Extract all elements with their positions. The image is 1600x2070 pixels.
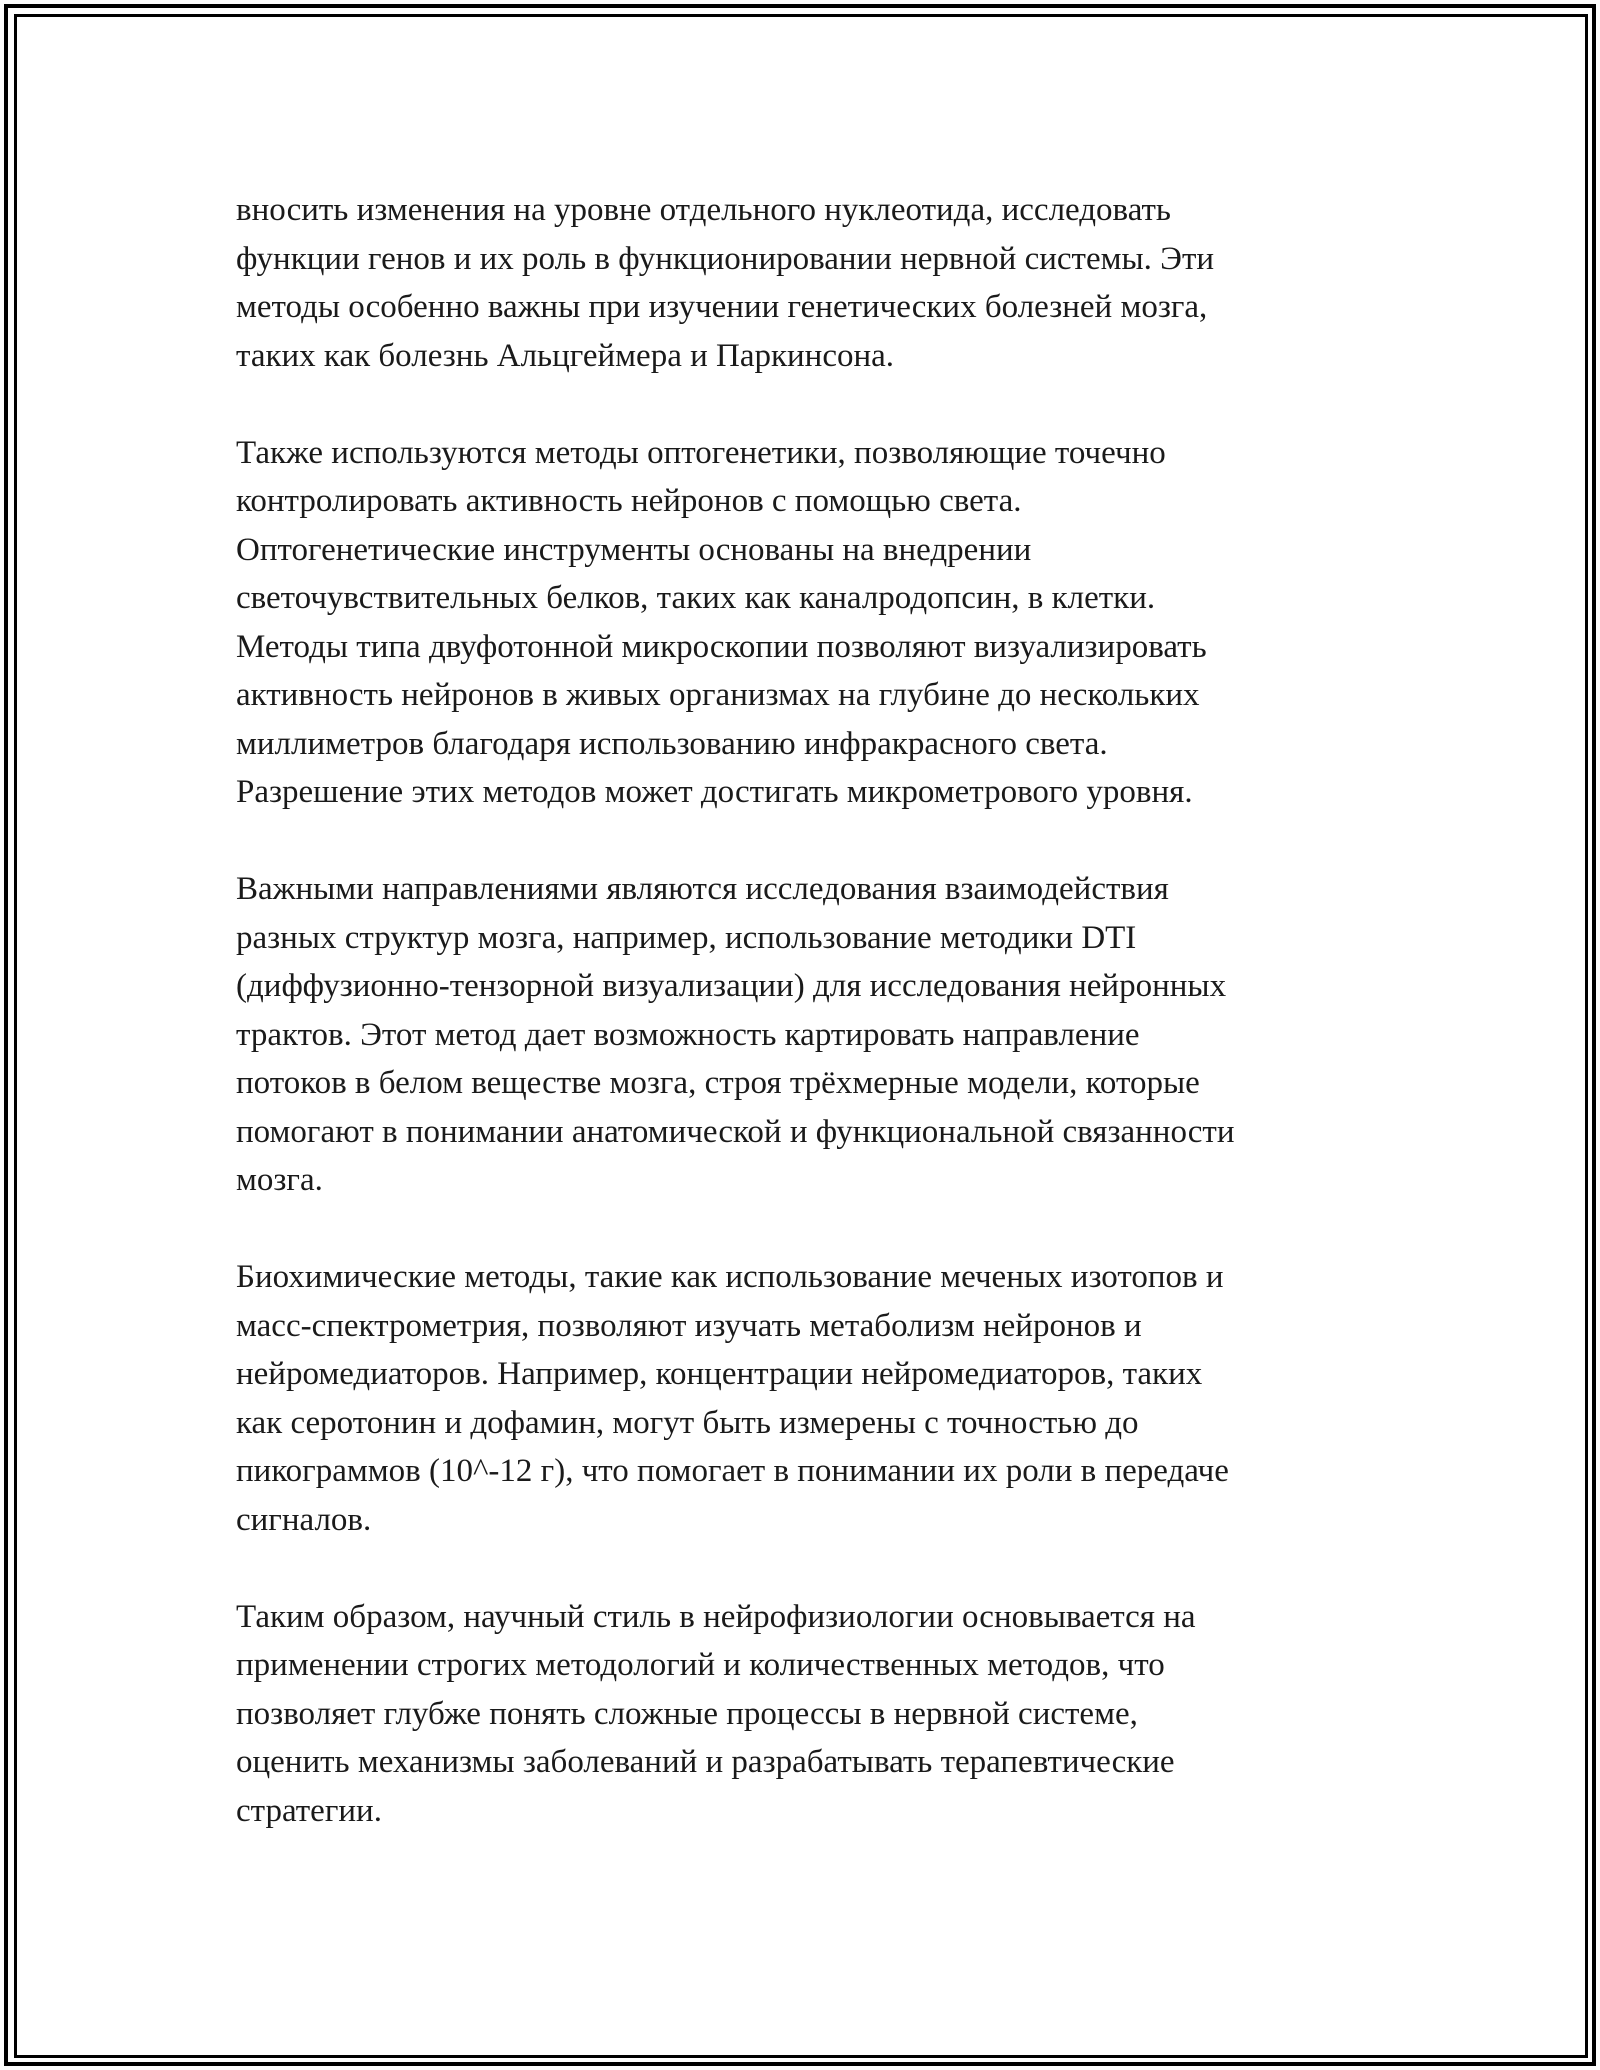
paragraph-dti: Важными направлениями являются исследования взаимодействия разных структур мозга, например, использование методики DTI (диффузионно-тензорной визуализации) для исследования нейронных трактов. Этот метод дает возможность картировать направление потоков в белом веществе мозга, строя трёхмерные модели, которые помогают в понимании анатомической и функциональной связанности мозга. <box>236 871 1235 1198</box>
document-body <box>236 186 1376 1835</box>
paragraph-biochemical-methods: Биохимические методы, такие как использование меченых изотопов и масс-спектрометрия, позволяют изучать метаболизм нейронов и нейромедиаторов. Например, концентрации нейромедиаторов, таких как серотонин и дофамин, могут быть измерены с точностью до пикограммов (10^-12 г), что помогает в понимании их роли в передаче сигналов. <box>236 1259 1229 1538</box>
paragraph-conclusion: Таким образом, научный стиль в нейрофизиологии основывается на применении строгих методологий и количественных методов, что позволяет глубже понять сложные процессы в нервной системе, оценить механизмы заболеваний и разрабатывать терапевтические стратегии. <box>236 1598 1196 1829</box>
paragraph-optogenetics: Также используются методы оптогенетики, позволяющие точечно контролировать активность нейронов с помощью света. Оптогенетические инструменты основаны на внедрении светочувствительных белков, таких как каналродопсин, в клетки. Методы типа двуфотонной микроскопии позволяют визуализировать активность нейронов в живых организмах на глубине до нескольких миллиметров благодаря использованию инфракрасного света. Разрешение этих методов может достигать микрометрового уровня. <box>236 434 1207 810</box>
paragraph-genetic-methods: вносить изменения на уровне отдельного нуклеотида, исследовать функции генов и их роль в функционировании нервной системы. Эти методы особенно важны при изучении генетических болезней мозга, таких как болезнь Альцгеймера и Паркинсона. <box>236 192 1215 374</box>
